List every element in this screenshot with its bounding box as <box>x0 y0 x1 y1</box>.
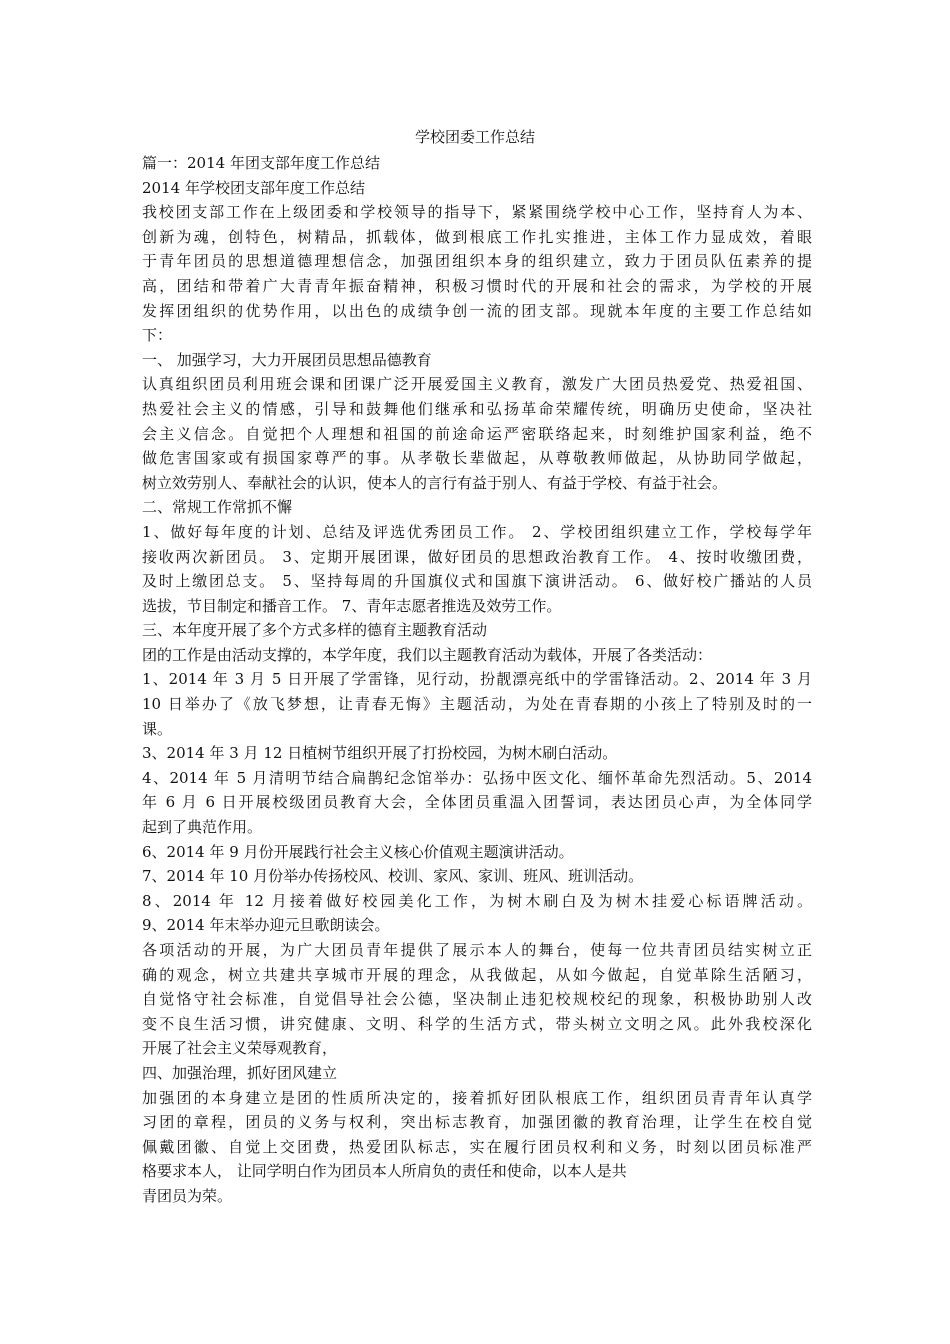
text-line: 团的工作是由活动支撑的，本学年度，我们以主题教育活动为载体，开展了各类活动： <box>142 645 713 664</box>
text-line: 各项活动的开展，为广大团员青年提供了展示本人的舞台，使每一位共青团员结实树立正 <box>142 941 812 959</box>
text-line: 接收两次新团员。 3、定期开展团课，做好团员的思想政治教育工作。 4、按时收缴团费， <box>142 547 812 566</box>
text-line: 课。 <box>142 719 173 738</box>
text-line: 1、做好每年度的计划、总结及评选优秀团员工作。 2、学校团组织建立工作，学校每学年 <box>142 522 812 541</box>
text-line: 7、2014 年 10 月份举办传扬校风、校训、家风、家训、班风、班训活动。 <box>142 867 644 886</box>
text-line: 10 日举办了《放飞梦想，让青春无悔》主题活动，为处在青春期的小孩上了特别及时的一 <box>142 695 812 714</box>
text-line: 变不良生活习惯，讲究健康、文明、科学的生活方式，带头树立文明之风。此外我校深化 <box>142 1014 812 1033</box>
text-line: 青团员为荣。 <box>142 1186 233 1205</box>
text-line: 格要求本人， 让同学明白作为团员本人所肩负的责任和使命，以本人是共 <box>142 1162 627 1181</box>
text-line: 热爱社会主义的情感，引导和鼓舞他们继承和弘扬革命荣耀传统，明确历史使命，坚决社 <box>142 399 812 418</box>
text-line: 于青年团员的思想道德理想信念，加强团组织本身的组织建立，致力于团员队伍素养的提 <box>142 252 812 271</box>
text-line: 2014 年学校团支部年度工作总结 <box>142 178 365 197</box>
text-line: 习团的章程，团员的义务与权利，突出标志教育，加强团徽的教育治理，让学生在校自觉 <box>142 1113 812 1132</box>
text-line: 4、2014 年 5 月清明节结合扁鹊纪念馆举办：弘扬中医文化、缅怀革命先烈活动。5、2014 <box>142 768 812 787</box>
text-line: 四、加强治理，抓好团风建立 <box>142 1063 338 1082</box>
text-line: 3、2014 年 3 月 12 日植树节组织开展了打扮校园，为树木刷白活动。 <box>142 744 618 763</box>
document-title: 学校团委工作总结 <box>414 128 535 146</box>
text-line: 6、2014 年 9 月份开展践行社会主义核心价值观主题演讲活动。 <box>142 842 574 861</box>
text-line: 会主义信念。自觉把个人理想和祖国的前途命运严密联络起来，时刻维护国家利益，绝不 <box>142 424 812 443</box>
text-line: 发挥团组织的优势作用，以出色的成绩争创一流的团支部。现就本年度的主要工作总结如 <box>142 301 812 320</box>
text-line: 年 6 月 6 日开展校级团员教育大会，全体团员重温入团誓词，表达团员心声，为全体同学 <box>142 793 812 812</box>
text-line: 选拔，节目制定和播音工作。 7、青年志愿者推选及效劳工作。 <box>142 596 562 615</box>
text-line: 佩戴团徽、自觉上交团费，热爱团队标志，实在履行团员权利和义务，时刻以团员标准严 <box>142 1137 812 1156</box>
text-line: 高，团结和带着广大青青年振奋精神，积极习惯时代的开展和社会的需求，为学校的开展 <box>142 276 812 295</box>
text-line: 8、2014 年 12 月接着做好校园美化工作，为树木刷白及为树木挂爱心标语牌活动。 <box>142 891 812 910</box>
text-line: 认真组织团员利用班会课和团课广泛开展爱国主义教育，激发广大团员热爱党、热爱祖国、 <box>142 375 812 394</box>
text-line: 9、2014 年末举办迎元旦歌朗读会。 <box>142 916 390 935</box>
text-line: 一、 加强学习，大力开展团员思想品德教育 <box>142 350 432 369</box>
text-line: 树立效劳别人、奉献社会的认识，使本人的言行有益于别人、有益于学校、有益于社会。 <box>142 473 728 492</box>
text-line: 篇一：2014 年团支部年度工作总结 <box>142 154 380 172</box>
text-line: 起到了典范作用。 <box>142 818 263 837</box>
document-body <box>142 151 812 1209</box>
text-line: 创新为魂，创特色，树精品，抓载体，做到根底工作扎实推进，主体工作力显成效，着眼 <box>142 227 812 246</box>
text-line: 二、常规工作常抓不懈 <box>142 498 293 517</box>
text-line: 自觉恪守社会标准，自觉倡导社会公德，坚决制止违犯校规校纪的现象，积极协助别人改 <box>142 990 812 1009</box>
text-line: 三、本年度开展了多个方式多样的德育主题教育活动 <box>142 621 488 640</box>
text-line: 加强团的本身建立是团的性质所决定的，接着抓好团队根底工作，组织团员青青年认真学 <box>142 1088 812 1107</box>
text-line: 下： <box>142 326 173 345</box>
text-line: 1、2014 年 3 月 5 日开展了学雷锋，见行动，扮靓漂亮纸中的学雷锋活动。2、2014 年 3 月 <box>142 670 812 689</box>
text-line: 我校团支部工作在上级团委和学校领导的指导下，紧紧围绕学校中心工作，坚持育人为本、 <box>142 203 812 222</box>
text-line: 及时上缴团总支。 5、坚持每周的升国旗仪式和国旗下演讲活动。 6、做好校广播站的人员 <box>142 572 812 591</box>
text-line: 确的观念，树立共建共享城市开展的理念，从我做起，从如今做起，自觉革除生活陋习， <box>142 965 812 984</box>
text-line: 做危害国家或有损国家尊严的事。从孝敬长辈做起，从尊敬教师做起，从协助同学做起， <box>142 449 812 468</box>
text-line: 开展了社会主义荣辱观教育， <box>142 1039 338 1058</box>
